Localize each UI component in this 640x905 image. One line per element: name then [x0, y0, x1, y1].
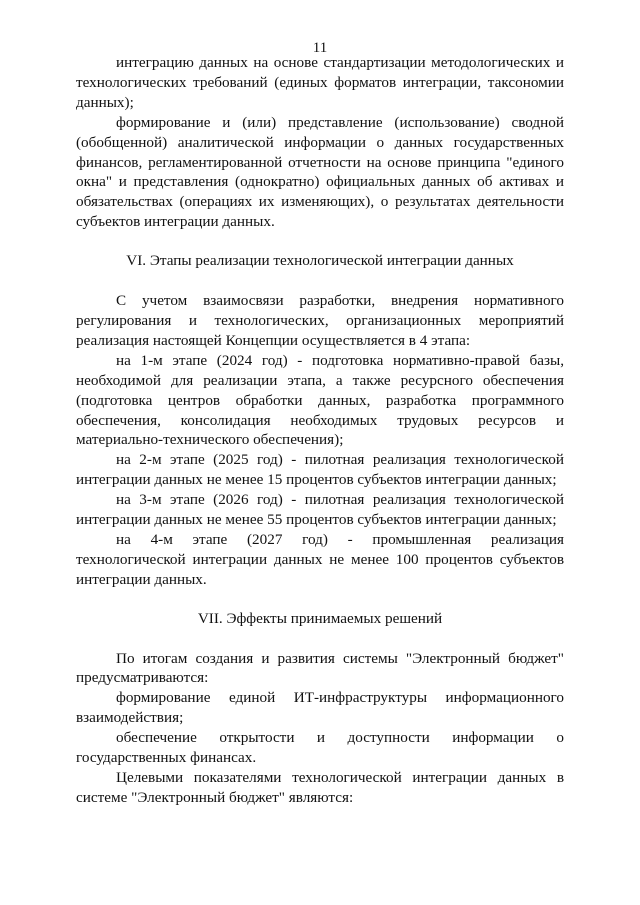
paragraph: формирование и (или) представление (использование) сводной (обобщенной) аналитической информации о данных государственных финансов, регламентированной отчетности на основе принципа "единого окна" и представления (однократно) официальных данных об активах и обязательствах (операциях их изменяющих), о результатах деятельности субъектов интеграции данных.	[76, 113, 564, 231]
section-heading: VII. Эффекты принимаемых решений	[197, 609, 443, 627]
paragraph: интеграцию данных на основе стандартизации методологических и технологических требований (единых форматов интеграции, таксономии данных);	[76, 54, 564, 111]
paragraph: на 3-м этапе (2026 год) - пилотная реализация технологической интеграции данных не менее 55 процентов субъектов интеграции данных;	[76, 491, 564, 529]
paragraph: По итогам создания и развития системы "Электронный бюджет" предусматриваются:	[76, 649, 564, 687]
paragraph: обеспечение открытости и доступности информации о государственных финансах.	[76, 729, 564, 767]
paragraph: на 2-м этапе (2025 год) - пилотная реализация технологической интеграции данных не менее 15 процентов субъектов интеграции данных;	[76, 451, 564, 489]
paragraph: на 1-м этапе (2024 год) - подготовка нормативно-правой базы, необходимой для реализации этапа, а также ресурсного обеспечения (подготовка центров обработки данных, разработка программного обеспечения, консолидация необходимых трудовых ресурсов и материально-технического обеспечения);	[76, 351, 564, 449]
paragraph: Целевыми показателями технологической интеграции данных в системе "Электронный бюджет" являются:	[76, 769, 564, 806]
paragraph: формирование единой ИТ-инфраструктуры информационного взаимодействия;	[76, 689, 564, 727]
paragraph: С учетом взаимосвязи разработки, внедрения нормативного регулирования и технологических, организационных мероприятий реализация настоящей Концепции осуществляется в 4 этапа:	[76, 292, 564, 349]
page-number: 11	[312, 40, 328, 56]
section-heading: VI. Этапы реализации технологической интеграции данных	[126, 252, 514, 270]
document-body	[76, 53, 564, 808]
paragraph: на 4-м этапе (2027 год) - промышленная реализация технологической интеграции данных не менее 100 процентов субъектов интеграции данных.	[76, 530, 564, 588]
